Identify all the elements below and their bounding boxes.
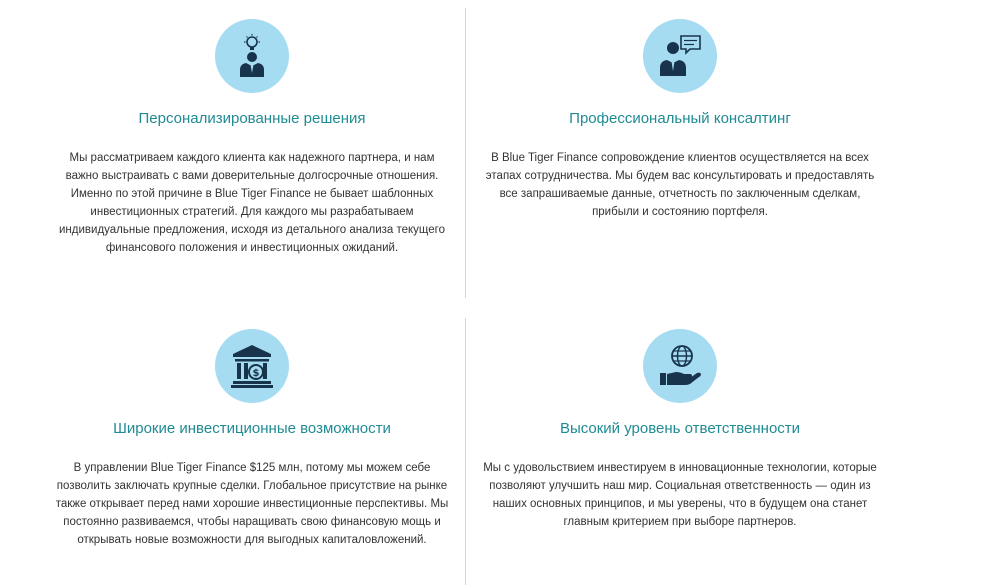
feature-high-responsibility <box>470 329 890 531</box>
feature-investment-opportunities <box>42 329 462 549</box>
feature-title: Профессиональный консалтинг <box>569 110 791 127</box>
consultant-speech-icon <box>643 19 717 93</box>
feature-title: Высокий уровень ответственности <box>559 420 801 437</box>
feature-description: Мы с удовольствием инвестируем в инновационные технологии, которые позволяют улучшить наш мир. Социальная ответственность — один из наших основных принципов, и мы уверены, что в будущем она станет главным критерием при выборе партнеров. <box>483 462 877 528</box>
feature-description: Мы рассматриваем каждого клиента как надежного партнера, и нам важно выстраивать с вами доверительные долгосрочные отношения. Именно по этой причине в Blue Tiger Finance не бывает шаблонных инвестиционных стратегий. Для каждого мы разрабатываем индивидуальные предложения, исходя из детального анализа текущего финансового положения и инвестиционных ожиданий. <box>59 152 445 254</box>
feature-title: Широкие инвестиционные возможности <box>113 420 391 437</box>
feature-personalized-solutions <box>42 19 462 257</box>
column-divider-bottom <box>465 318 466 585</box>
column-divider-top <box>465 8 466 298</box>
feature-description: В управлении Blue Tiger Finance $125 млн, потому мы можем себе позволить заключать крупные сделки. Глобальное присутствие на рынке также открывает перед нами хорошие инвестиционные перспективы. Мы постоянно развиваемся, чтобы наращивать свою финансовую мощь и открывать новые возможности для выгодных капиталовложений. <box>55 462 449 546</box>
globe-hand-icon <box>643 329 717 403</box>
feature-title: Персонализированные решения <box>138 110 366 127</box>
feature-description: В Blue Tiger Finance сопровождение клиентов осуществляется на всех этапах сотрудничества. Мы будем вас консультировать и предоставлять все запрашиваемые данные, отчетность по заключенным сделкам, прибыли и состоянию портфеля. <box>485 152 875 218</box>
svg-text:$: $ <box>252 368 260 379</box>
bank-building-icon <box>215 329 289 403</box>
feature-professional-consulting <box>470 19 890 221</box>
businessman-idea-icon <box>215 19 289 93</box>
